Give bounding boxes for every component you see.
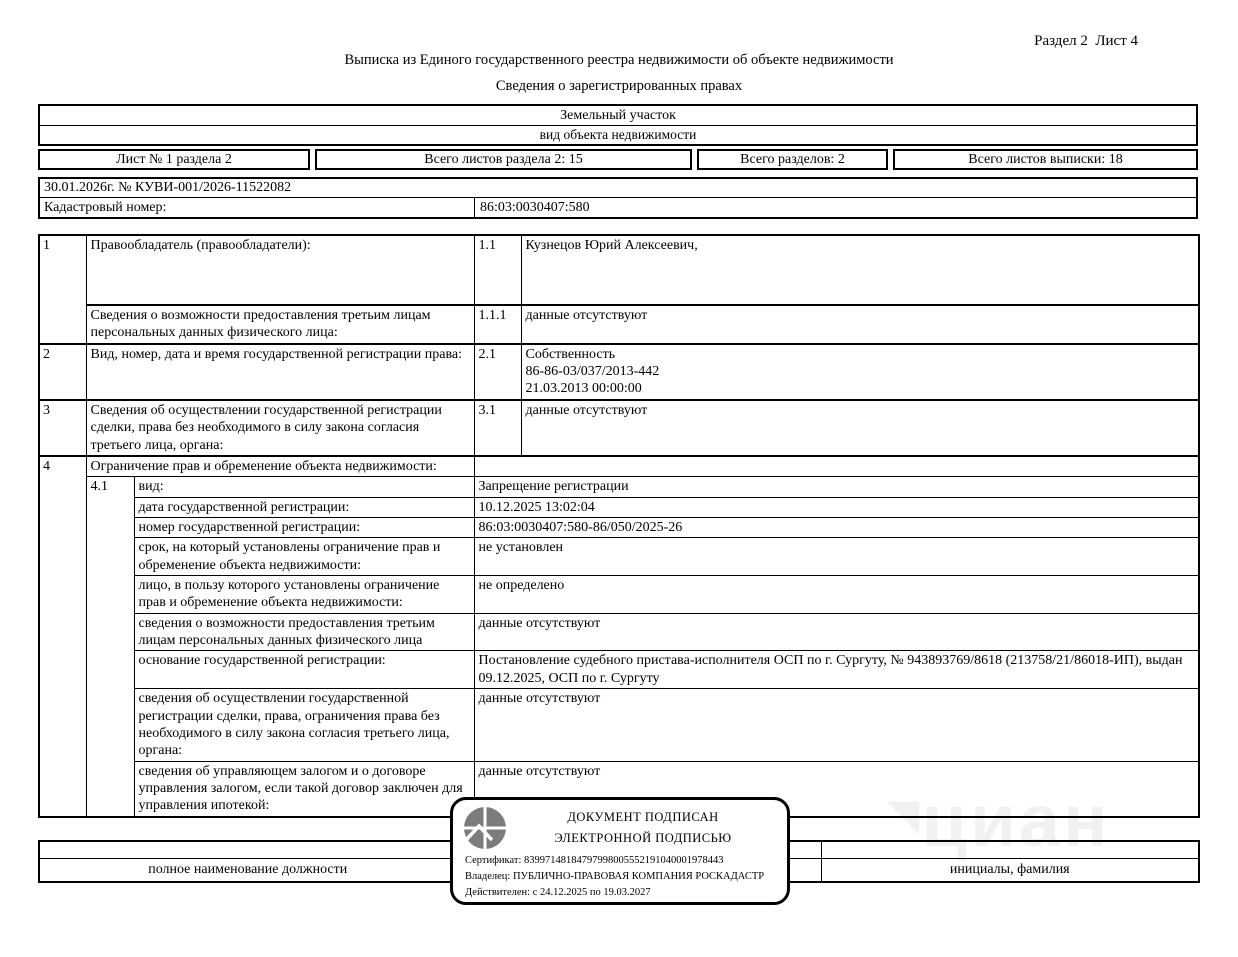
row-number: 4 <box>39 456 86 817</box>
row-label: вид: <box>134 477 474 497</box>
roskadastr-logo-icon <box>463 806 507 850</box>
watermark <box>888 778 1111 863</box>
row-subnumber: 2.1 <box>474 344 521 400</box>
sheet-info-cell: Лист № 1 раздела 2 <box>38 149 310 170</box>
value-line: 21.03.2013 00:00:00 <box>525 381 642 397</box>
row-value: данные отсутствуют <box>474 761 1199 817</box>
row-value: Кузнецов Юрий Алексеевич, <box>521 235 1199 305</box>
row-value <box>521 344 1199 400</box>
row-label: Вид, номер, дата и время государственной регистрации права: <box>86 344 474 400</box>
row-label: сведения об осуществлении государственной регистрации сделки, права, ограничения права без необходимого в силу закона согласия третьего лица, органа: <box>134 689 474 761</box>
table-row <box>39 651 1199 689</box>
row-number: 1 <box>39 235 86 344</box>
object-type-caption: вид объекта недвижимости <box>539 127 697 142</box>
table-row <box>39 400 1199 456</box>
sheet-info-cell: Всего разделов: 2 <box>697 149 888 170</box>
doc-info-box <box>38 177 1198 219</box>
row-number: 3 <box>39 400 86 456</box>
table-row <box>39 576 1199 614</box>
table-row <box>39 456 1199 477</box>
row-value: данные отсутствуют <box>474 689 1199 761</box>
document-subtitle: Сведения о зарегистрированных правах <box>495 78 743 94</box>
stamp-certificate-line: Сертификат: 83997148184797998005552191040001978443 <box>465 855 724 866</box>
stamp-owner-line: Владелец: ПУБЛИЧНО-ПРАВОВАЯ КОМПАНИЯ РОСКАДАСТР <box>465 870 765 882</box>
object-type-value: Земельный участок <box>40 106 1196 126</box>
row-value: данные отсутствуют <box>521 400 1199 456</box>
row-value-empty <box>474 456 1199 477</box>
table-row <box>39 344 1199 400</box>
cadastral-number-value: 86:03:0030407:580 <box>480 200 590 215</box>
row-label: сведения об управляющем залогом и о договоре управления залогом, если такой договор заключен для управления ипотекой: <box>134 761 474 817</box>
row-value: Запрещение регистрации <box>474 477 1199 497</box>
row-value: 86:03:0030407:580-86/050/2025-26 <box>474 517 1199 537</box>
table-row <box>39 689 1199 761</box>
sheet-info-cell: Всего листов выписки: 18 <box>893 149 1198 170</box>
value-line: 86-86-03/037/2013-442 <box>525 364 660 380</box>
watermark-text: циан <box>921 779 1111 862</box>
section-page-label: Раздел 2 Лист 4 <box>1034 33 1138 49</box>
table-row <box>39 477 1199 497</box>
footer-name-label: инициалы, фамилия <box>821 858 1199 882</box>
stamp-title-line1: ДОКУМЕНТ ПОДПИСАН <box>567 809 719 824</box>
row-subnumber: 3.1 <box>474 400 521 456</box>
row-label: Сведения о возможности предоставления третьим лицам персональных данных физического лица: <box>86 305 474 344</box>
table-row <box>39 517 1199 537</box>
row-subnumber: 4.1 <box>86 477 134 817</box>
table-row <box>39 305 1199 344</box>
row-subnumber: 1.1.1 <box>474 305 521 344</box>
map-pin-icon: ◥ <box>888 793 922 837</box>
table-row <box>39 538 1199 576</box>
row-value: не определено <box>474 576 1199 614</box>
row-label: сведения о возможности предоставления третьим лицам персональных данных физического лица <box>134 613 474 651</box>
table-row <box>39 497 1199 517</box>
row-label: основание государственной регистрации: <box>134 651 474 689</box>
signature-cell-empty <box>39 841 456 858</box>
row-label: Сведения об осуществлении государственной регистрации сделки, права без необходимого в силу закона согласия третьего лица, органа: <box>86 400 474 456</box>
row-subnumber: 1.1 <box>474 235 521 305</box>
row-label: номер государственной регистрации: <box>134 517 474 537</box>
cadastral-number-label: Кадастровый номер: <box>40 198 475 217</box>
digital-signature-stamp <box>450 797 790 905</box>
row-value: Постановление судебного пристава-исполнителя ОСП по г. Сургуту, № 943893769/8618 (213758/21/86018-ИП), выдан 09.12.2025, ОСП по г. Сургуту <box>474 651 1199 689</box>
row-number: 2 <box>39 344 86 400</box>
rights-table <box>38 234 1200 818</box>
row-value: данные отсутствуют <box>474 613 1199 651</box>
object-type-box <box>38 104 1198 146</box>
table-row <box>39 235 1199 305</box>
row-label: срок, на который установлены ограничение прав и обременение объекта недвижимости: <box>134 538 474 576</box>
row-label: Правообладатель (правообладатели): <box>86 235 474 305</box>
table-row <box>39 613 1199 651</box>
sheet-info-cell: Всего листов раздела 2: 15 <box>315 149 692 170</box>
row-value: данные отсутствуют <box>521 305 1199 344</box>
row-value: 10.12.2025 13:02:04 <box>474 497 1199 517</box>
row-label: дата государственной регистрации: <box>134 497 474 517</box>
row-value: не установлен <box>474 538 1199 576</box>
footer-position-label: полное наименование должности <box>39 858 456 882</box>
stamp-title-line2: ЭЛЕКТРОННОЙ ПОДПИСЬЮ <box>554 831 732 845</box>
document-title: Выписка из Единого государственного реестра недвижимости об объекте недвижимости <box>344 52 894 68</box>
extract-date-number: 30.01.2026г. № КУВИ-001/2026-11522082 <box>40 179 1196 198</box>
row-label: лицо, в пользу которого установлены ограничение прав и обременение объекта недвижимости: <box>134 576 474 614</box>
sheet-info-row <box>38 149 1198 170</box>
value-line: Собственность <box>525 346 616 362</box>
row-label: Ограничение прав и обременение объекта недвижимости: <box>86 456 474 477</box>
stamp-validity-line: Действителен: с 24.12.2025 по 19.03.2027 <box>465 886 651 898</box>
